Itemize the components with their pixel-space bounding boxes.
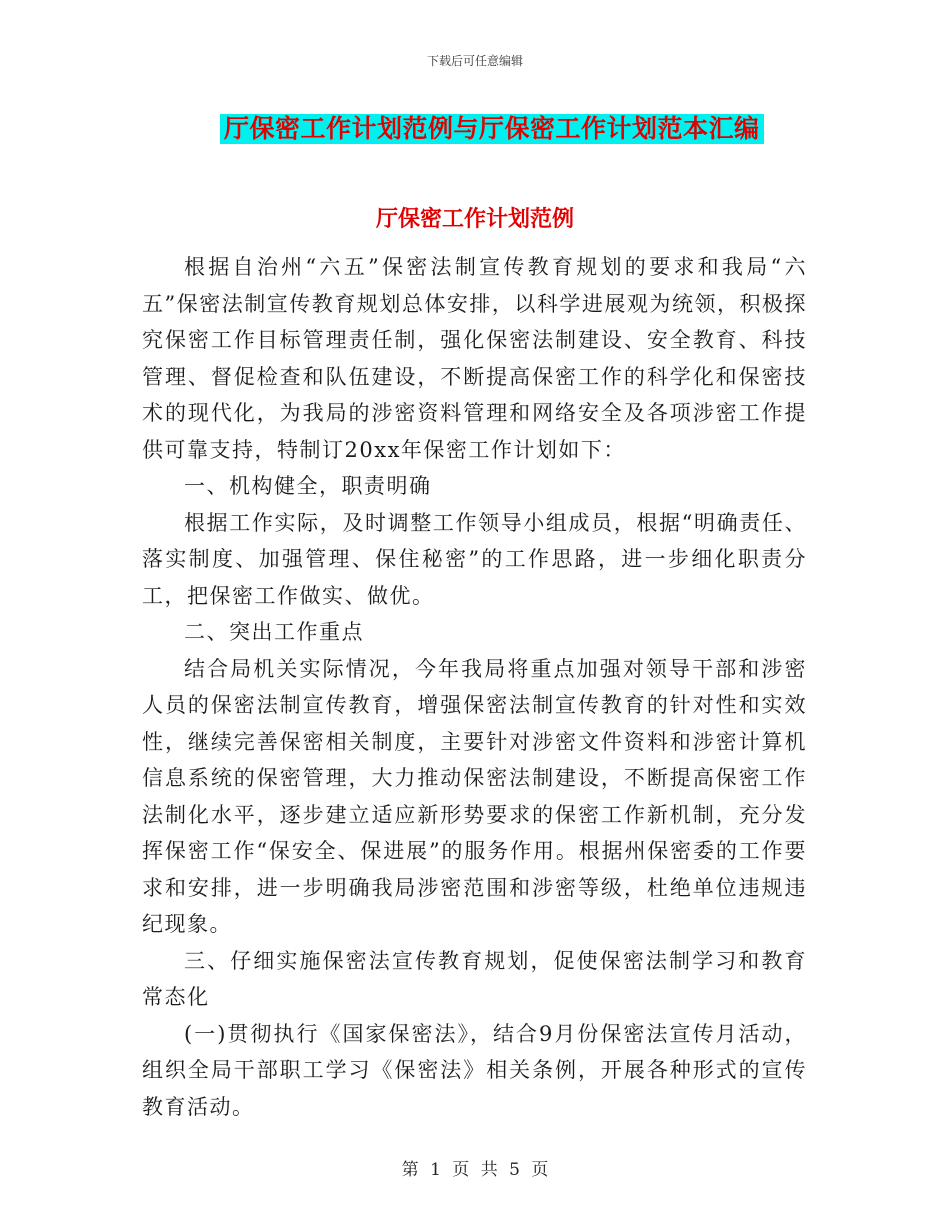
document-title: 厅保密工作计划范例与厅保密工作计划范本汇编 (220, 114, 764, 144)
paragraph-1: 根据工作实际，及时调整工作领导小组成员，根据“明确责任、落实制度、加强管理、保住秘密”的工作思路，进一步细化职责分工，把保密工作做实、做优。 (142, 510, 807, 608)
heading-2: 二、突出工作重点 (184, 620, 364, 644)
heading-1: 一、机构健全，职责明确 (184, 474, 432, 498)
heading-3: 三、仔细实施保密法宣传教育规划，促使保密法制学习和教育常态化 (142, 948, 807, 1009)
page-number: 第 1 页 共 5 页 (401, 1160, 549, 1180)
body-text (142, 249, 807, 1125)
paragraph-intro: 根据自治州“六五”保密法制宣传教育规划的要求和我局“六五”保密法制宣传教育规划总体安排，以科学进展观为统领，积极探究保密工作目标管理责任制，强化保密法制建设、安全教育、科技管理、督促检查和队伍建设，不断提高保密工作的科学化和保密技术的现代化，为我局的涉密资料管理和网络安全及各项涉密工作提供可靠支持，特制订20xx年保密工作计划如下： (142, 255, 807, 462)
section-title: 厅保密工作计划范例 (375, 207, 574, 232)
paragraph-2: 结合局机关实际情况，今年我局将重点加强对领导干部和涉密人员的保密法制宣传教育，增强保密法制宣传教育的针对性和实效性，继续完善保密相关制度，主要针对涉密文件资料和涉密计算机信息系统的保密管理，大力推动保密法制建设，不断提高保密工作法制化水平，逐步建立适应新形势要求的保密工作新机制，充分发挥保密工作“保安全、保进展”的服务作用。根据州保密委的工作要求和安排，进一步明确我局涉密范围和涉密等级，杜绝单位违规违纪现象。 (142, 656, 807, 936)
paragraph-3: (一)贯彻执行《国家保密法》，结合9月份保密法宣传月活动，组织全局干部职工学习《保密法》相关条例，开展各种形式的宣传教育活动。 (142, 1021, 807, 1119)
header-note: 下载后可任意编辑 (426, 54, 523, 68)
